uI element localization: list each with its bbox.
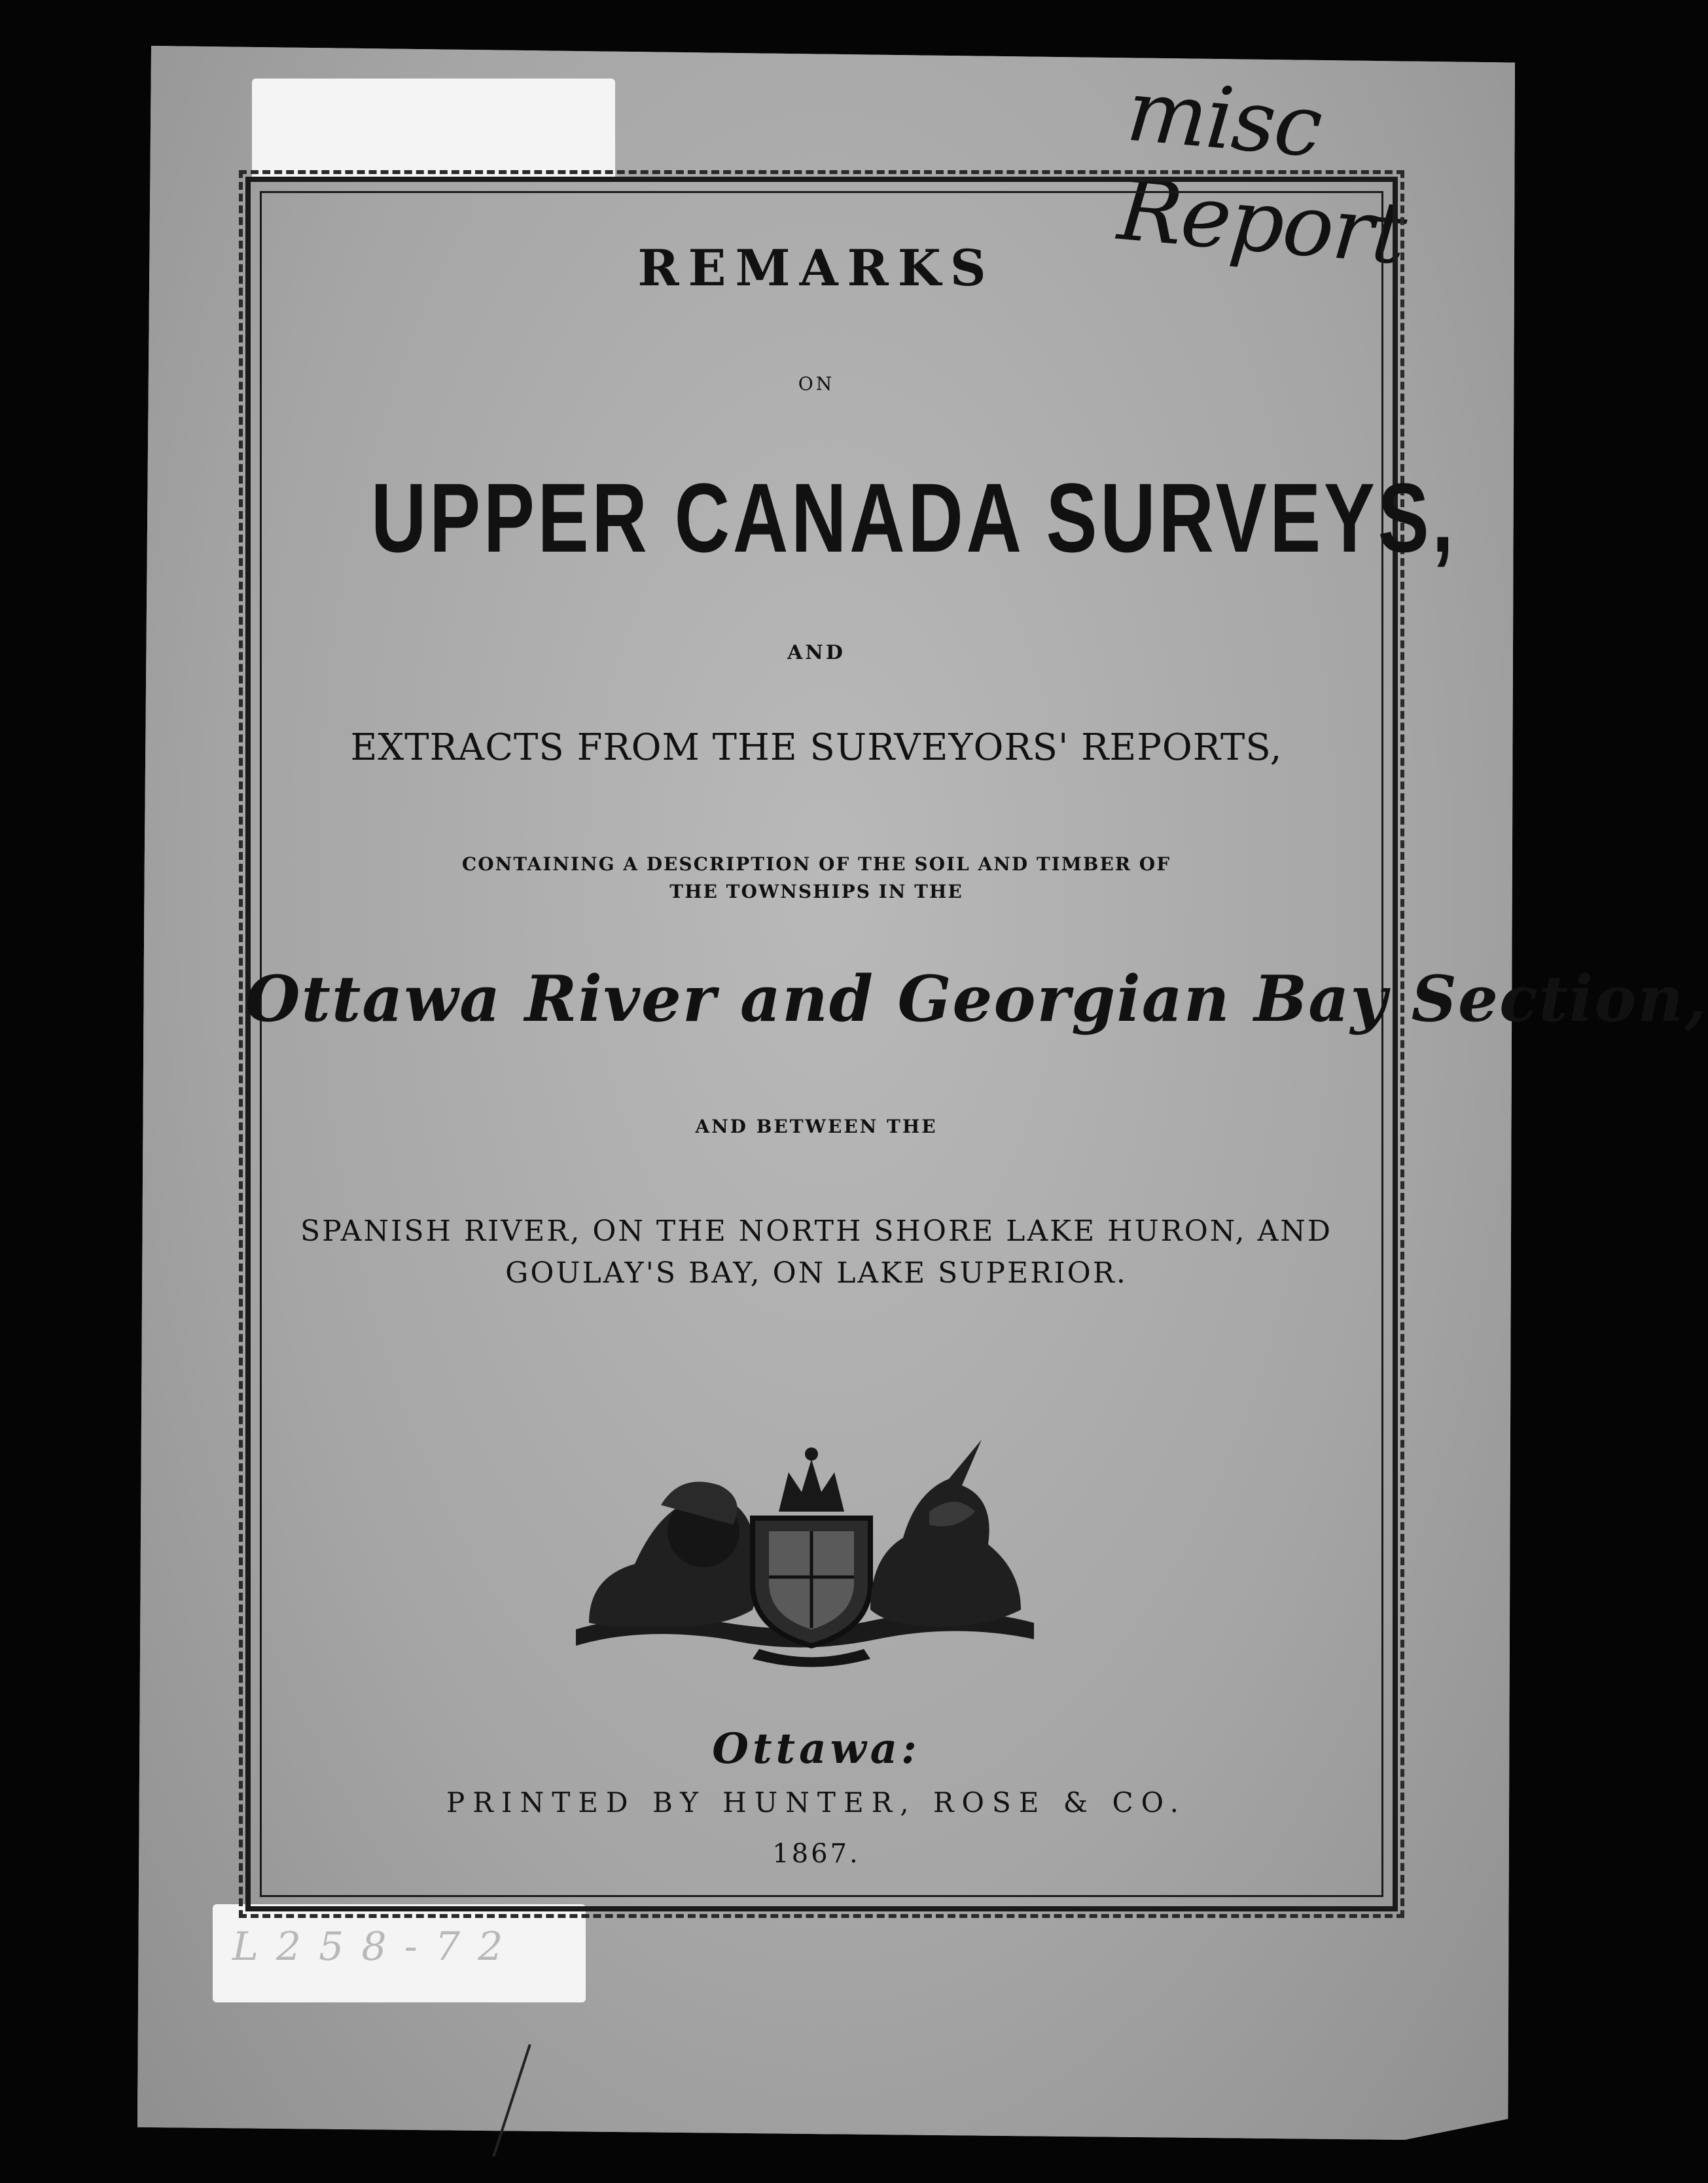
- heading-remarks: REMARKS: [637, 239, 995, 297]
- printer-line: PRINTED BY HUNTER, ROSE & CO.: [446, 1786, 1186, 1819]
- text-on: ON: [798, 373, 835, 395]
- label-sticker-top: [252, 79, 615, 182]
- publication-year: 1867.: [772, 1839, 861, 1869]
- place-of-publication: Ottawa:: [712, 1724, 921, 1773]
- text-and: AND: [787, 641, 845, 664]
- subtitle-extracts: EXTRACTS FROM THE SURVEYORS' REPORTS,: [350, 726, 1283, 769]
- description-text: [245, 851, 1387, 906]
- royal-coat-of-arms-icon: [563, 1413, 1047, 1675]
- handwritten-note: misc Report: [1114, 60, 1410, 284]
- region-line-1: SPANISH RIVER, ON THE NORTH SHORE LAKE HURON, AND: [300, 1215, 1333, 1248]
- section-title: Ottawa River and Georgian Bay Section,: [245, 962, 1708, 1036]
- text-between: AND BETWEEN THE: [695, 1116, 938, 1137]
- main-title: UPPER CANADA SURVEYS,: [370, 463, 1457, 573]
- region-description: [245, 1211, 1387, 1294]
- description-line-2: THE TOWNSHIPS IN THE: [669, 881, 963, 902]
- label-sticker-bottom: [213, 1904, 586, 2002]
- description-line-1: CONTAINING A DESCRIPTION OF THE SOIL AND TIMBER OF: [461, 853, 1171, 875]
- title-page-content: [245, 177, 1708, 1901]
- region-line-2: GOULAY'S BAY, ON LAKE SUPERIOR.: [505, 1256, 1128, 1290]
- sticker-handwriting: L 2 5 8 - 7 2: [232, 1924, 506, 1970]
